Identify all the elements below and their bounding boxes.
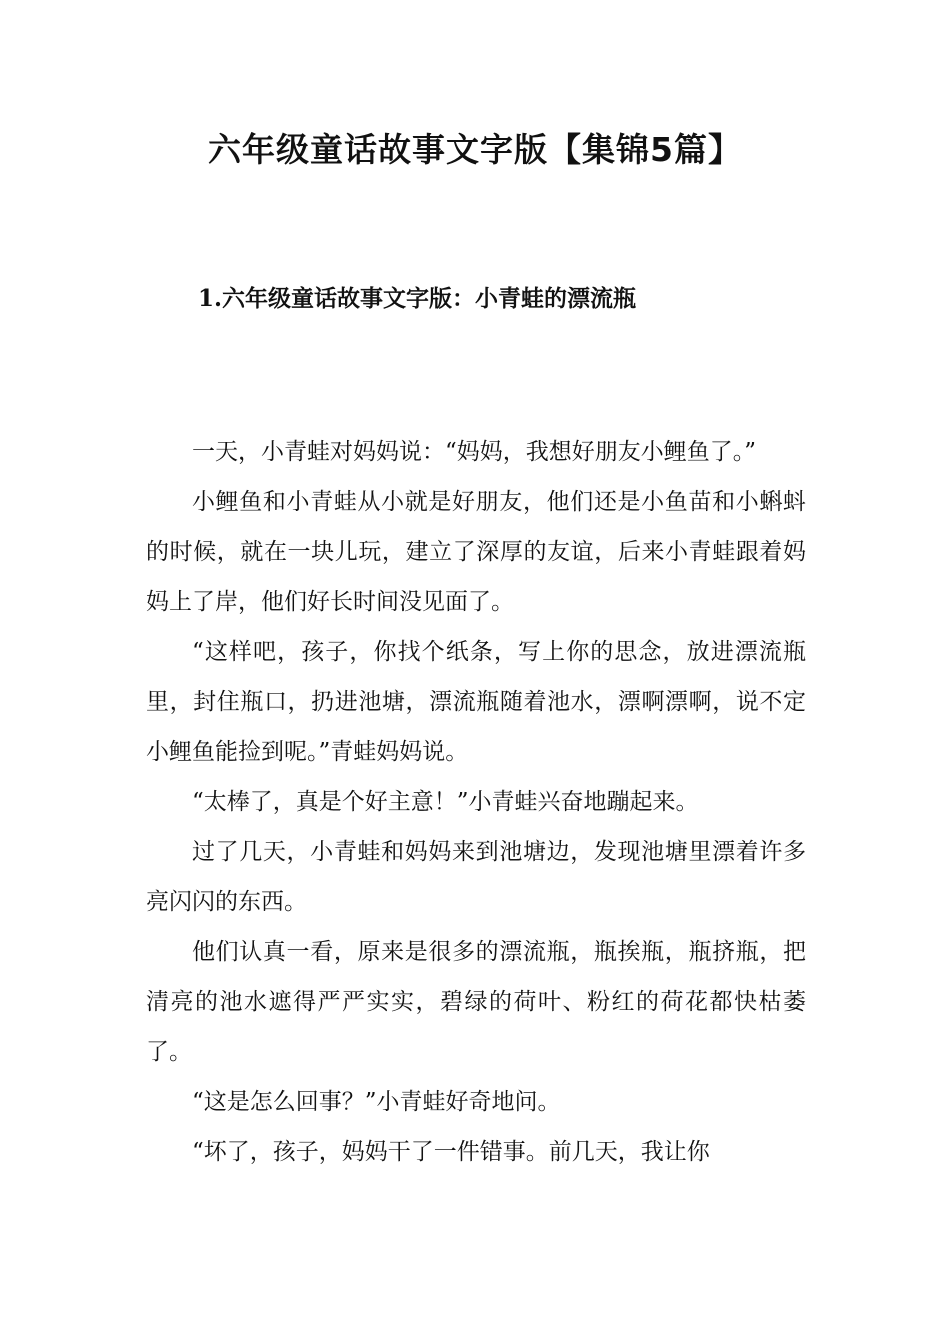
paragraph: “太棒了，真是个好主意！”小青蛙兴奋地蹦起来。 <box>192 789 699 815</box>
document-title: 六年级童话故事文字版【集锦5篇】 <box>208 130 742 169</box>
paragraph: “这是怎么回事？”小青蛙好奇地问。 <box>192 1089 561 1115</box>
paragraph: 他们认真一看，原来是很多的漂流瓶，瓶挨瓶，瓶挤瓶，把清亮的池水遮得严严实实，碧绿的荷叶、粉红的荷花都快枯萎了。 <box>146 939 806 1065</box>
paragraph: “坏了，孩子，妈妈干了一件错事。前几天，我让你 <box>192 1139 710 1165</box>
paragraph: 小鲤鱼和小青蛙从小就是好朋友，他们还是小鱼苗和小蝌蚪的时候，就在一块儿玩，建立了深厚的友谊，后来小青蛙跟着妈妈上了岸，他们好长时间没见面了。 <box>146 489 806 615</box>
paragraph: 一天，小青蛙对妈妈说：“妈妈，我想好朋友小鲤鱼了。” <box>192 439 757 465</box>
paragraph: “这样吧，孩子，你找个纸条，写上你的思念，放进漂流瓶里，封住瓶口，扔进池塘，漂流瓶随着池水，漂啊漂啊，说不定小鲤鱼能捡到呢。”青蛙妈妈说。 <box>146 639 806 765</box>
section-heading: 1.六年级童话故事文字版：小青蛙的漂流瓶 <box>198 285 637 312</box>
story-body <box>146 427 806 1177</box>
paragraph: 过了几天，小青蛙和妈妈来到池塘边，发现池塘里漂着许多亮闪闪的东西。 <box>146 839 806 915</box>
